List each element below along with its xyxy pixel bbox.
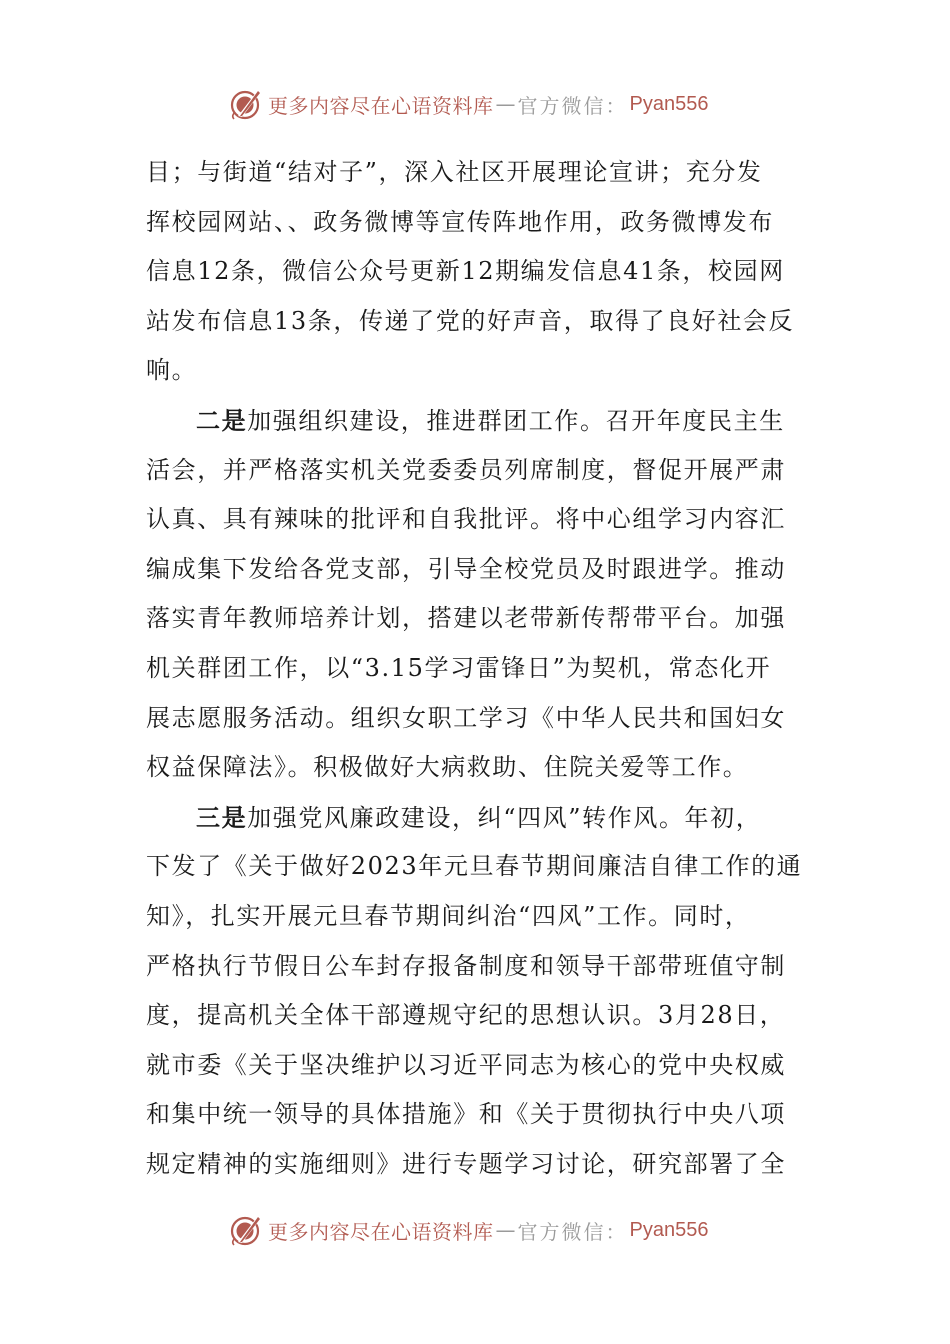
quill-pen-logo-icon bbox=[228, 1212, 264, 1248]
banner-title: 更多内容尽在心语资料库 bbox=[268, 93, 494, 118]
text-line: 展志愿服务活动。组织女职工学习《中华人民共和国妇女 bbox=[146, 703, 786, 732]
text-line-first bbox=[146, 793, 796, 843]
banner-wechat-id: Pyan556 bbox=[629, 92, 709, 115]
banner-label: 官方微信： bbox=[517, 1219, 628, 1244]
banner-dash: — bbox=[495, 92, 516, 116]
text-line: 规定精神的实施细则》进行专题学习讨论，研究部署了全 bbox=[146, 1149, 786, 1178]
paragraph-first-rest: 加强组织建设，推进群团工作。召开年度民主生 bbox=[247, 406, 785, 435]
quill-pen-logo-icon bbox=[228, 86, 264, 122]
text-line: 编成集下发给各党支部，引导全校党员及时跟进学。推动 bbox=[146, 554, 786, 583]
banner-dash: — bbox=[495, 1218, 516, 1242]
footer-watermark-banner bbox=[228, 1210, 748, 1250]
text-line: 活会，并严格落实机关党委委员列席制度，督促开展严肃 bbox=[146, 455, 786, 484]
text-line: 信息12条，微信公众号更新12期编发信息41条，校园网 bbox=[146, 257, 785, 286]
text-line: 站发布信息13条，传递了党的好声音，取得了良好社会反 bbox=[146, 306, 795, 335]
header-watermark-banner bbox=[228, 84, 748, 124]
text-line: 认真、具有辣味的批评和自我批评。将中心组学习内容汇 bbox=[146, 505, 786, 534]
text-line: 目；与街道“结对子”，深入社区开展理论宣讲；充分发 bbox=[146, 158, 763, 186]
paragraph-first-rest: 加强党风廉政建设，纠“四风”转作风。年初， bbox=[247, 803, 762, 832]
paragraph-lead: 二是 bbox=[196, 405, 248, 435]
document-body bbox=[146, 148, 803, 1189]
text-line: 响。 bbox=[146, 356, 198, 385]
paragraph-3 bbox=[146, 793, 803, 1190]
banner-title: 更多内容尽在心语资料库 bbox=[268, 1219, 494, 1244]
text-line: 就市委《关于坚决维护以习近平同志为核心的党中央权威 bbox=[146, 1050, 786, 1079]
text-line: 权益保障法》。积极做好大病救助、住院关爱等工作。 bbox=[146, 753, 749, 782]
text-line: 机关群团工作，以“3.15学习雷锋日”为契机，常态化开 bbox=[146, 653, 772, 682]
text-line: 挥校园网站、、政务微博等宣传阵地作用，政务微博发布 bbox=[146, 207, 774, 236]
text-line: 知》，扎实开展元旦春节期间纠治“四风”工作。同时， bbox=[146, 901, 751, 930]
text-line-first bbox=[146, 396, 796, 446]
banner-label: 官方微信： bbox=[517, 93, 628, 118]
text-line: 和集中统一领导的具体措施》和《关于贯彻执行中央八项 bbox=[146, 1100, 786, 1129]
paragraph-2 bbox=[146, 396, 796, 793]
paragraph-1 bbox=[146, 148, 796, 396]
text-line: 严格执行节假日公车封存报备制度和领导干部带班值守制 bbox=[146, 951, 786, 980]
text-line: 下发了《关于做好2023年元旦春节期间廉洁自律工作的通 bbox=[146, 852, 803, 881]
text-line: 落实青年教师培养计划，搭建以老带新传帮带平台。加强 bbox=[146, 604, 786, 633]
paragraph-lead: 三是 bbox=[196, 802, 248, 832]
text-line: 度，提高机关全体干部遵规守纪的思想认识。3月28日， bbox=[146, 1001, 786, 1030]
banner-wechat-id: Pyan556 bbox=[629, 1218, 709, 1241]
